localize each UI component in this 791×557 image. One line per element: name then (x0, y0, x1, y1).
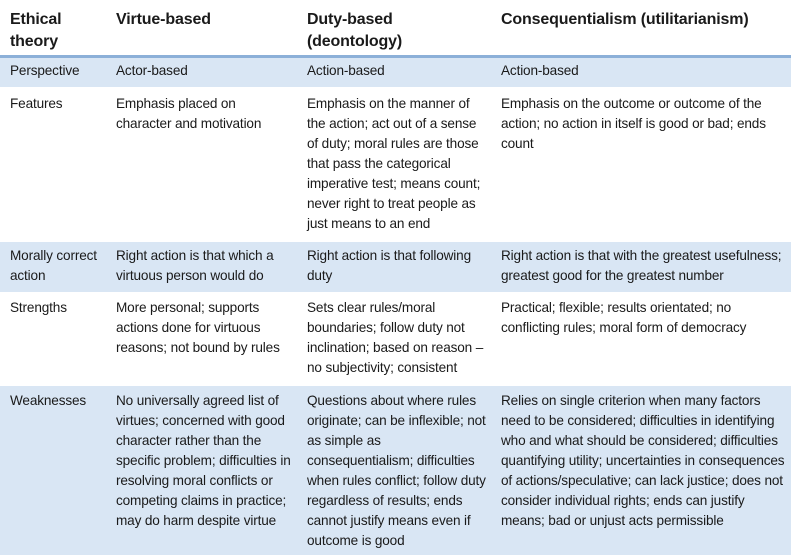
consequentialism-cell: Relies on single criterion when many factors need to be considered; difficulties in identifying who and what should be considered; difficulties quantifying utility; uncertainties in consequences of actions/speculative; can lack justice; does not consider individual rights; ends can justify means; bad or unjust acts permissible (491, 385, 791, 556)
duty-cell: Questions about where rules originate; can be inflexible; not as simple as consequentialism; difficulties when rules conflict; follow duty regardless of results; ends cannot justify means even if outcome is good (297, 385, 491, 556)
table-row-perspective (0, 57, 791, 89)
row-label: Strengths (0, 293, 106, 385)
row-label: Weaknesses (0, 385, 106, 556)
virtue-cell: Right action is that which a virtuous person would do (106, 241, 297, 293)
virtue-cell: Actor-based (106, 57, 297, 89)
virtue-cell: No universally agreed list of virtues; concerned with good character rather than the specific problem; difficulties in resolving moral conflicts or competing claims in practice; may do harm despite virtue (106, 385, 297, 556)
header-ethical-theory: Ethical theory (0, 0, 106, 57)
table-row-strengths (0, 293, 791, 385)
table-row-morally-correct-action (0, 241, 791, 293)
consequentialism-cell: Practical; flexible; results orientated; no conflicting rules; moral form of democracy (491, 293, 791, 385)
virtue-cell: More personal; supports actions done for virtuous reasons; not bound by rules (106, 293, 297, 385)
header-virtue-based: Virtue-based (106, 0, 297, 57)
duty-cell: Action-based (297, 57, 491, 89)
virtue-cell: Emphasis placed on character and motivation (106, 88, 297, 241)
row-label: Perspective (0, 57, 106, 89)
duty-cell: Emphasis on the manner of the action; act out of a sense of duty; moral rules are those that pass the categorical imperative test; means count; never right to treat people as just means to an end (297, 88, 491, 241)
row-label: Features (0, 88, 106, 241)
duty-cell: Sets clear rules/moral boundaries; follow duty not inclination; based on reason – no subjectivity; consistent (297, 293, 491, 385)
consequentialism-cell: Action-based (491, 57, 791, 89)
consequentialism-cell: Right action is that with the greatest usefulness; greatest good for the greatest number (491, 241, 791, 293)
header-duty-based: Duty-based (deontology) (297, 0, 491, 57)
duty-cell: Right action is that following duty (297, 241, 491, 293)
consequentialism-cell: Emphasis on the outcome or outcome of the action; no action in itself is good or bad; ends count (491, 88, 791, 241)
row-label: Morally correct action (0, 241, 106, 293)
table-row-features (0, 88, 791, 241)
header-consequentialism: Consequentialism (utilitarianism) (491, 0, 791, 57)
table-header-row (0, 0, 791, 57)
table-row-weaknesses (0, 385, 791, 556)
